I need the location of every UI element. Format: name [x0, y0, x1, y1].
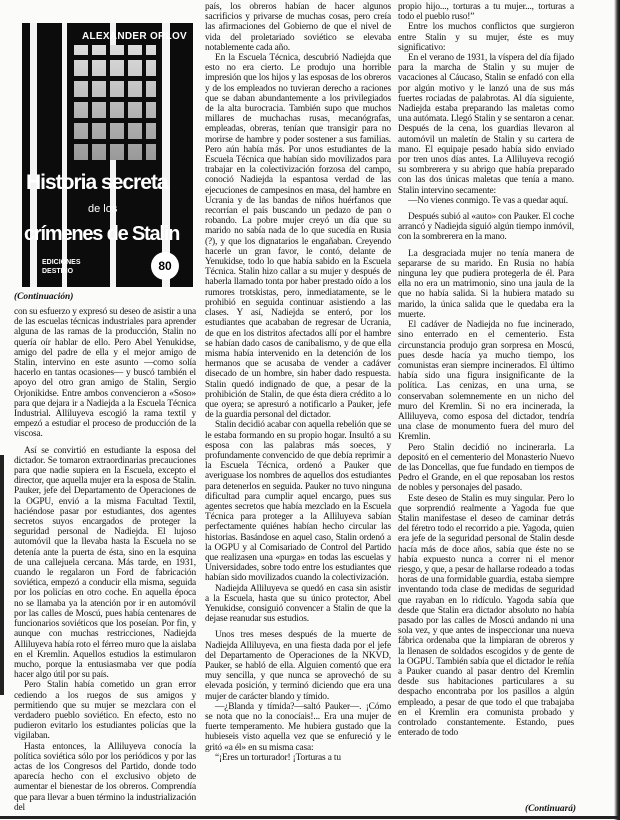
article-column-2 — [205, 2, 391, 763]
paragraph: propio hijo..., torturas a tu mujer..., torturas a todo el pueblo ruso!” — [398, 2, 574, 23]
scan-edge-right — [614, 0, 620, 820]
page-bottom-rule — [0, 816, 620, 819]
paragraph: “¡Eres un torturador! ¡Torturas a tu — [215, 752, 341, 763]
paragraph: El cadáver de Nadiejda no fue incinerado, sino enterrado en el cementerio. Esta circunstancia produjo gran sorpresa en Moscú, pues desde hacía ya mucho tiempo, los comunistas eran siempre incinerados. El último había sido una figura insignificante de la política. Las cenizas, en una urna, se conservaban solemnemente en un nicho del muro del Kremlin. Si no era incinerada, la Alliluyeva, como esposa del dictador, tendría una clase de monumento fuera del muro del Kremlin. — [398, 320, 574, 443]
paragraph: Stalin decidió acabar con aquella rebelión que se le estaba formando en su propio hogar. Insultó a su esposa con las palabras más soeces, y profundamente convencido de que debía reprimir a la Escuela Técnica, ordenó a Pauker que averiguase los nombres de aquellos dos estudiantes para detenerlos en seguida. Pauker no tuvo ninguna dificultad para cumplir aquel encargo, pues sus agentes secretos que había mezclado en la Escuela Técnica para proteger a la Alliluyeva sabían perfectamente quiénes habían hecho circular las historias. Basándose en aquel caso, Stalin ordenó a la OGPU y al Comisariado de Control del Partido que realizasen una «purga» en todas las escuelas y Universidades, sobre todo entre los estudiantes que habían sido movilizados cuando la colectivización. — [205, 420, 391, 584]
paragraph: Nadiejda Alliluyeva se quedó en casa sin asistir a la Escuela, hasta que su único protector, Abel Yenukidse, consiguió convencer a Stalin de que la dejase reanudar sus estudios. — [205, 583, 391, 625]
paragraph: Entre los muchos conflictos que surgieron entre Stalin y su mujer, éste es muy significativo: — [398, 22, 574, 53]
cover-number-badge: 80 — [151, 252, 179, 280]
cover-title-line2: de los — [88, 203, 118, 215]
article-column-3 — [398, 2, 574, 738]
cover-stripe — [62, 23, 67, 287]
cover-stripe — [30, 23, 37, 287]
cover-publisher — [42, 258, 81, 276]
article-column-1 — [14, 307, 196, 813]
paragraph: La desgraciada mujer no tenía manera de separarse de su marido. En Rusia no había ninguna ley que pudiera protegerla de él. Para ella no era un matrimonio, sino una jaula de la que no había salida. Si la hubiera matado su marido, la única salida que le quedaba era la muerte. — [398, 248, 574, 320]
cover-stripe — [162, 23, 170, 287]
paragraph: con su esfuerzo y expresó su deseo de asistir a una de las escuelas técnicas industriales para aprender alguna de las ramas de la producción, Stalin no quería oír hablar de ello. Pero Abel Yenukidse, amigo del padre de ella y el mejor amigo de Stalin, intervino en este asunto —como solía hacerlo en tantas ocasiones— y buscó también el apoyo del otro gran amigo de Stalin, Sergio Orjonikidse. Entre ambos convencieron a «Soso» para que dejara ir a Nadiejda a la Escuela Técnica Industrial. Alliluyeva escogió la rama textil y empezó a estudiar el proceso de producción de la viscosa. — [14, 307, 196, 440]
paragraph: Después subió al «auto» con Pauker. El coche arrancó y Nadiejda siguió algún tiempo inmóvil, con la sombrerera en la mano. — [398, 212, 574, 243]
paragraph: Así se convirtió en estudiante la esposa del dictador. Se tomaron extraordinarias precauciones para que nadie supiera en la Escuela, excepto el director, que aquella mujer era la esposa de Stalin. Pauker, jefe del Departamento de Operaciones de la OGPU, envió a la misma Facultad Textil, haciéndose pasar por estudiantes, dos agentes secretos suyos encargados de proteger la seguridad personal de Nadiejda. El lujoso automóvil que la llevaba hasta la Escuela no se detenía ante la puerta de ésta, sino en la esquina de una callejuela cercana. Más tarde, en 1931, cuando le regalaron un Ford de fabricación soviética, empezó a conducir ella misma, seguida por los policías en otro coche. En aquella época no se llamaba ya la atención por ir en automóvil por las calles de Moscú, pues había centenares de funcionarios soviéticos que los poseían. Por fin, y aunque con muchas restricciones, Nadiejda Alliluyeva había roto el férreo muro que la aislaba en el Kremlin. Aquellos estudios la estimularon mucho, porque la entusiasmaba ver que podía hacer algo útil por su país. — [14, 445, 196, 681]
paragraph: —¿Blanda y tímida?—saltó Pauker—. ¡Cómo se nota que no la conocíais!... Era una mujer de fuerte temperamento. Me hubiera gustado que la hubieseis visto aquella vez que se enfureció y le gritó «a él» en su misma casa: — [205, 701, 391, 753]
paragraph: En la Escuela Técnica, descubrió Nadiejda que esto no era cierto. Le produjo una horrible impresión que los hijos y las esposas de los obreros y de los empleados no tuvieran derecho a raciones que se daban abundantemente a los privilegiados de la alta burocracia. También supo que muchos millares de muchachas rusas, mecanógrafas, empleadas, obreras, tenían que transigir para no morirse de hambre y poder sostener a sus familias. Pero aún había más. Por unos estudiantes de la Escuela Técnica que habían sido movilizados para trabajar en la colectivización forzosa del campo, conoció Nadiejda la espantosa verdad de las ejecuciones de campesinos en masa, del hambre en Ucrania y de las bandas de niños huérfanos que recorrían el país buscando un pedazo de pan o robando. La pobre mujer creyó un día que su marido no sabía nada de lo que sucedía en Rusia (?), y que los dignatarios le engañaban. Creyendo hacerle un gran favor, le contó, delante de Yenukidse, todo lo que había sabido en la Escuela Técnica. Stalin hizo callar a su mujer y después de haberla llamado tonta por haber prestado oído a los rumores trotskistas, pero, inmediatamente, se le prohibió en seguida continuar asistiendo a las clases. Y así, Nadiejda se enteró, por los estudiantes que acababan de regresar de Ucrania, de que en los distritos afectados allí por el hambre se habían dado casos de canibalismo, y de que ella misma había intervenido en la detención de los hermanos que se acusaba de vender a cadáver disecado de un hombre, sin haber dado respuesta. Stalin quedó indignado de que, a pesar de la prohibición de Stalin, de que ésta diera crédito a lo que oyera; se apresuró a notificarlo a Pauker, jefe de la guardia personal del dictador. — [205, 53, 391, 421]
paragraph: Pero Stalin había cometido un gran error cediendo a los ruegos de sus amigos y permitiendo que su mujer se mezclara con el verdadero pueblo soviético. En efecto, esto no pudieron evitarlo los estudiantes policías que la vigilaban. — [14, 680, 196, 742]
cover-barred-window — [74, 45, 156, 160]
cover-publisher-line2: DESTINO — [42, 268, 74, 275]
to-be-continued-label: (Continuará) — [525, 804, 577, 814]
paragraph: Este deseo de Stalin es muy singular. Pero lo que sorprendió realmente a Yagoda fue que Stalin manifestase el deseo de caminar detrás del féretro todo el recorrido a pie. Yagoda, quien era jefe de la seguridad personal de Stalin desde hacía más de doce años, sabía que éste no se había expuesto nunca a correr ni el menor riesgo, y que, a pesar de hallarse rodeado a todas horas de una formidable guardia, estaba siempre inventando toda clase de medidas de seguridad que rayaban en lo ridículo. Yagoda sabía que desde que Stalin era dictador absoluto no había pasado por las calles de Moscú andando ni una sola vez, y que antes de inspeccionar una nueva fábrica ordenaba que la limpiaran de obreros y la llenasen de soldados escogidos y de gente de la OGPU. También sabía que el dictador le reñía a Pauker cuando al pasar dentro del Kremlin desde sus habitaciones particulares a su despacho encontraba por los pasillos a algún empleado, a pesar de que todo el que trabajaba en el Kremlin era comunista probado y controlado constantemente. Estando, pues enterado de todo — [398, 493, 574, 739]
paragraph: Pero Stalin decidió no incinerarla. La depositó en el cementerio del Monasterio Nuevo de las Doncellas, que fue fundado en tiempos de Pedro el Grande, en el que reposaban los restos de nobles y personajes del pasado. — [398, 442, 574, 494]
cover-author: ALEXANDER ORLOV — [81, 31, 187, 42]
cover-title-line1: Historia secreta — [26, 171, 168, 194]
continuation-caption: (Continuación) — [14, 292, 74, 302]
paragraph: —No vienes conmigo. Te vas a quedar aquí. — [408, 195, 568, 206]
cover-publisher-line1: EDICIONES — [42, 259, 81, 266]
book-cover-image — [22, 23, 193, 287]
cover-title-line3: crímenes de Stalin — [24, 223, 180, 245]
paragraph: Hasta entonces, la Alliluyeva conocía la política soviética sólo por los periódicos y por las actas de los Congresos del Partido, donde todo aparecía hecho con el exclusivo objeto de aumentar el bienestar de los obreros. Comprendía que para llevar a buen término la industrialización del — [14, 741, 196, 813]
paragraph: país, los obreros habían de hacer algunos sacrificios y privarse de muchas cosas, pero creía las afirmaciones del Gobierno de que el nivel de vida del proletariado soviético se elevaba notablemente cada año. — [205, 2, 391, 53]
paragraph: En el verano de 1931, la víspera del día fijado para la marcha de Stalin y su mujer de vacaciones al Cáucaso, Stalin se enfadó con ella por algún motivo y le lanzó una de sus más fuertes rociadas de palabrotas. Al día siguiente, Nadiejda estaba preparando las maletas como una autómata. Llegó Stalin y se sentaron a cenar. Después de la cena, los guardias llevaron al automóvil un maletín de Stalin y su cartera de mano. El equipaje pesado había sido enviado por tren unos días antes. La Alliluyeva recogió su sombrerera y su abrigo que había preparado con las dos únicas maletas que tenía a mano. Stalin intervino secamente: — [398, 53, 574, 196]
scan-edge-left — [0, 455, 4, 695]
paragraph: Unos tres meses después de la muerte de Nadiejda Alliluyeva, en una fiesta dada por el jefe del Departamento de Operaciones de la NKVD, Pauker, se habló de ella. Alguien comentó que era muy sencilla, y que nunca se aprovechó de su elevada posición, y terminó diciendo que era una mujer de carácter blando y tímido. — [205, 630, 391, 702]
